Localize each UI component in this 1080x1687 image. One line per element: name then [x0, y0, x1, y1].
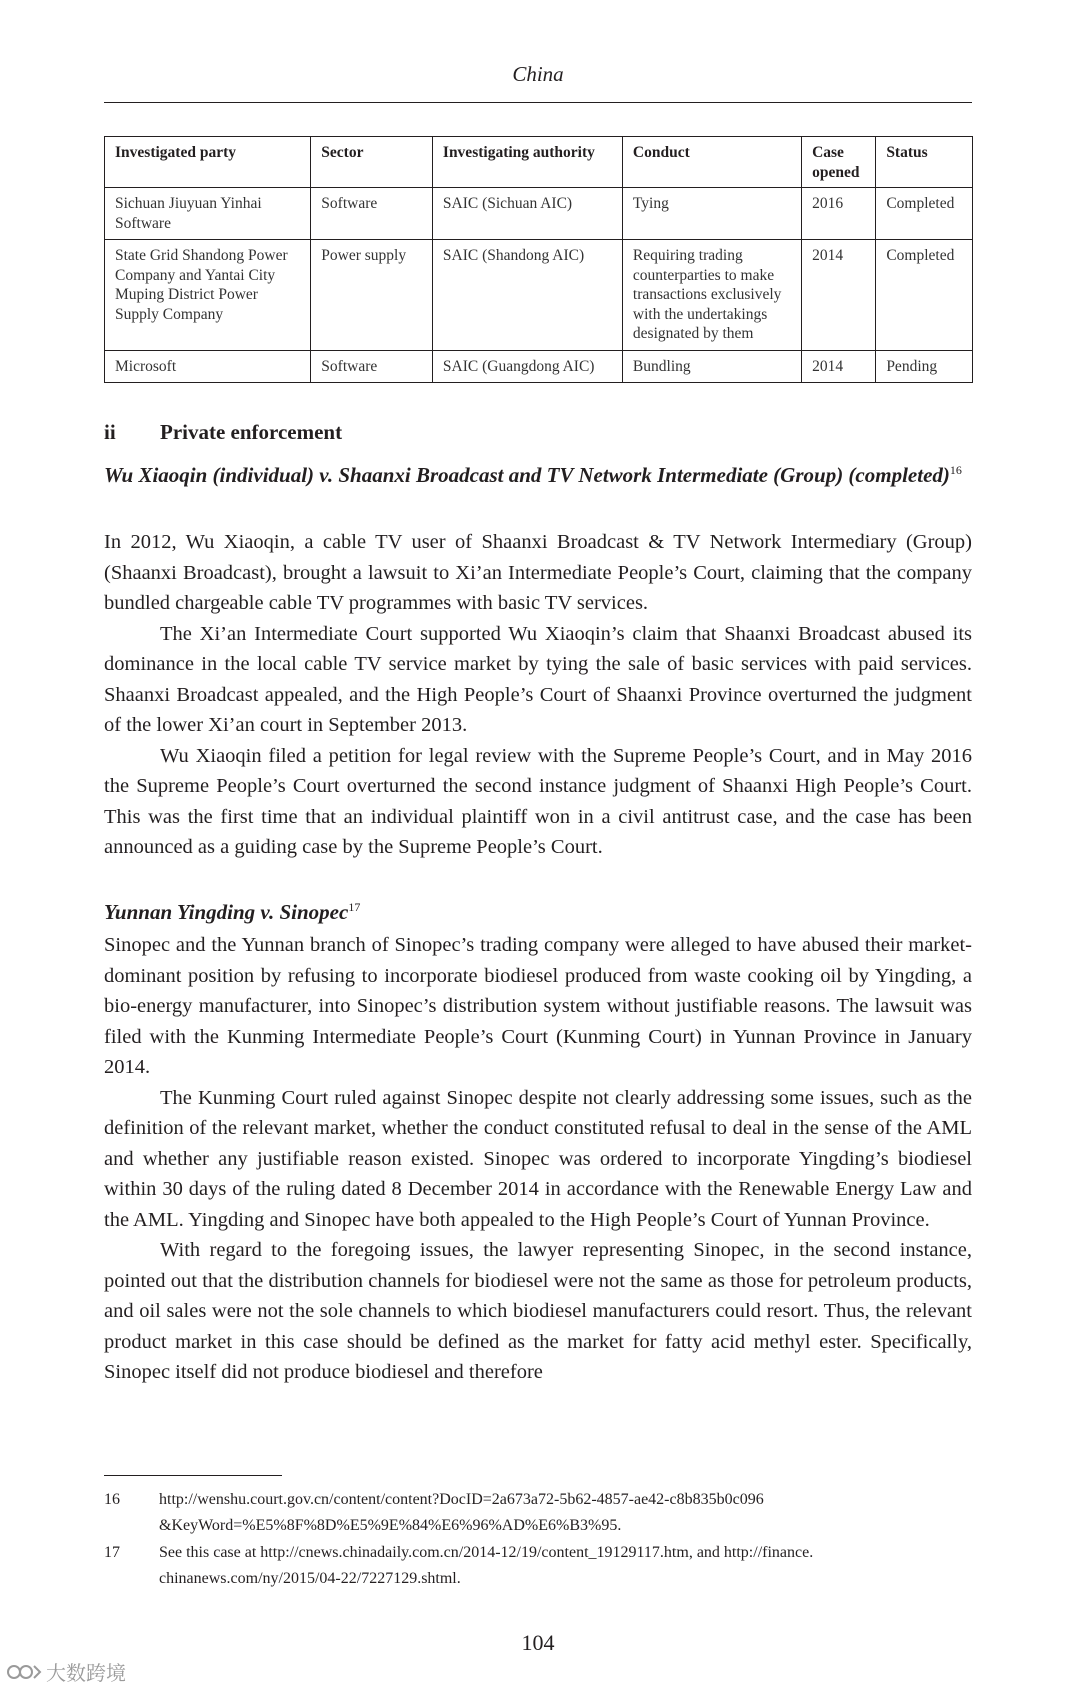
table-cell: State Grid Shandong Power Company and Yantai City Muping District Power Supply Company: [105, 240, 311, 351]
table-row: [105, 350, 973, 383]
paragraph: Wu Xiaoqin filed a petition for legal review with the Supreme People’s Court, and in May 2016 the Supreme People’s Court overturned the second instance judgment of Shaanxi High People’s Court. This was the first time that an individual plaintiff won in a civil antitrust case, and the case has been announced as a guiding case by the Supreme People’s Court.: [104, 744, 972, 858]
table-cell: SAIC (Shandong AIC): [432, 240, 622, 351]
page-number: 104: [521, 1630, 555, 1655]
section-title: Private enforcement: [160, 420, 343, 444]
footnote-text: See this case at http://cnews.chinadaily.com.cn/2014-12/19/content_19129117.htm, and http://finance. chinanews.com/ny/2015/04-22/7227129.shtml.: [159, 1544, 814, 1587]
table-cell: Completed: [876, 240, 973, 351]
section-number: ii: [104, 420, 116, 444]
table-cell: SAIC (Sichuan AIC): [432, 188, 622, 240]
column-header: Status: [876, 137, 973, 188]
table-cell: Software: [311, 188, 433, 240]
footnote-ref: 16: [949, 463, 962, 477]
paragraph: In 2012, Wu Xiaoqin, a cable TV user of Shaanxi Broadcast & TV Network Intermediary (Group) (Shaanxi Broadcast), brought a lawsuit to Xi’an Intermediate People’s Court, claiming that the company bundled chargeable cable TV programmes with basic TV services.: [104, 531, 972, 614]
enforcement-table: [104, 136, 973, 383]
header-divider: [104, 102, 972, 103]
case-title-text: Wu Xiaoqin (individual) v. Shaanxi Broadcast and TV Network Intermediate (Group) (completed): [104, 463, 950, 487]
table-header-row: [105, 137, 973, 188]
footnote-text: http://wenshu.court.gov.cn/content/content?DocID=2a673a72-5b62-4857-ae42-c8b835b0c096 &KeyWord=%E5%8F%8D%E5%9E%84%E6%96%AD%E6%B3%95.: [159, 1491, 764, 1534]
footnote-ref: 17: [348, 900, 361, 914]
footnote: [104, 1487, 972, 1539]
table-cell: Completed: [876, 188, 973, 240]
case-title-wu-xiaoqin: [104, 455, 972, 491]
case-title-text: Yunnan Yingding v. Sinopec: [104, 900, 349, 924]
watermark-text: 大数跨境: [46, 1661, 126, 1685]
footnote: [104, 1540, 972, 1592]
table-cell: 2014: [802, 350, 876, 383]
case-body-yunnan-yingding: [104, 930, 972, 1388]
paragraph: The Xi’an Intermediate Court supported Wu Xiaoqin’s claim that Shaanxi Broadcast abused its dominance in the local cable TV service market by tying the sale of basic services with paid services. Shaanxi Broadcast appealed, and the High People’s Court of Shaanxi Province overturned the judgment of the lower Xi’an court in September 2013.: [104, 622, 972, 736]
column-header: Sector: [311, 137, 433, 188]
paragraph: Sinopec and the Yunnan branch of Sinopec’s trading company were alleged to have abused their market-dominant position by refusing to incorporate biodiesel produced from waste cooking oil by Yingding, a bio-energy manufacturer, into Sinopec’s distribution system without justifiable reasons. The lawsuit was filed with the Kunming Intermediate People’s Court (Kunming Court) in Yunnan Province in January 2014.: [104, 934, 972, 1078]
table-cell: Sichuan Jiuyuan Yinhai Software: [105, 188, 311, 240]
table-cell: Microsoft: [105, 350, 311, 383]
watermark: [6, 1657, 126, 1686]
table-cell: Power supply: [311, 240, 433, 351]
table-row: [105, 240, 973, 351]
section-heading: [104, 420, 342, 445]
case-title-yunnan-yingding: [104, 892, 972, 928]
footnote-divider: [104, 1475, 282, 1476]
paragraph: The Kunming Court ruled against Sinopec despite not clearly addressing some issues, such as the definition of the relevant market, whether the conduct constituted refusal to deal in the sense of the AML and whether any justifiable reason existed. Sinopec was ordered to incorporate Yingding’s biodiesel within 30 days of the ruling dated 8 December 2014 in accordance with the Renewable Energy Law and the AML. Yingding and Sinopec have both appealed to the High People’s Court of Yunnan Province.: [104, 1086, 972, 1231]
table-cell: 2014: [802, 240, 876, 351]
footnote-number: 16: [104, 1491, 120, 1508]
table-cell: Tying: [622, 188, 801, 240]
table-cell: Software: [311, 350, 433, 383]
footnotes: [104, 1487, 972, 1593]
column-header: Investigated party: [105, 137, 311, 188]
table-cell: Pending: [876, 350, 973, 383]
logo-icon: [6, 1662, 42, 1682]
footnote-number: 17: [104, 1544, 120, 1561]
case-body-wu-xiaoqin: [104, 527, 972, 863]
table-cell: SAIC (Guangdong AIC): [432, 350, 622, 383]
table-cell: Requiring trading counterparties to make transactions exclusively with the undertakings designated by them: [622, 240, 801, 351]
table-cell: Bundling: [622, 350, 801, 383]
table-row: [105, 188, 973, 240]
column-header: Case opened: [802, 137, 876, 188]
running-header: China: [512, 62, 564, 86]
table-cell: 2016: [802, 188, 876, 240]
column-header: Investigating authority: [432, 137, 622, 188]
paragraph: With regard to the foregoing issues, the lawyer representing Sinopec, in the second instance, pointed out that the distribution channels for biodiesel were not the same as those for petroleum products, and oil sales were not the sole channels to which biodiesel manufacturers could resort. Thus, the relevant product market in this case should be defined as the market for fatty acid methyl ester. Specifically, Sinopec itself did not produce biodiesel and therefore: [104, 1239, 972, 1383]
column-header: Conduct: [622, 137, 801, 188]
